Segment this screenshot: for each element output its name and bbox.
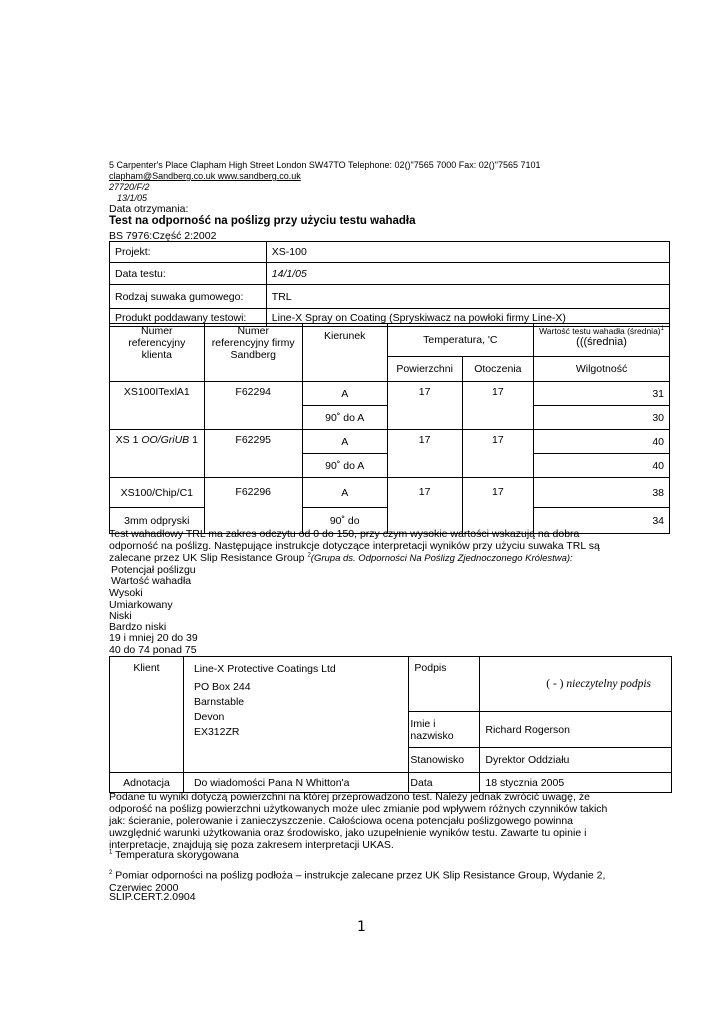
col-pendulum-value-small: Wartość testu wahadła (średnia) [539,326,661,336]
client-ref-suffix: 1 [189,434,198,446]
table-row-client-ref: XS100ITexlA1 [110,382,205,430]
annotation-label: Adnotacja [110,773,184,793]
signature-text: nieczytelny podpis [566,678,651,690]
footnote-1 [109,849,239,861]
table-row-sandberg-ref: F62294 [204,382,302,430]
table-row-client-ref: XS100/Chip/C1 [110,478,205,508]
product-value: Line-X Spray on Coating (Spryskiwacz na powłoki firmy Line-X) [266,309,669,327]
signer-name: Richard Rogerson [480,712,672,748]
date-label: Data [409,773,480,793]
potential-high: Wysoki [109,587,143,599]
col-temperature: Temperatura, 'C [387,324,533,357]
pendulum-value-heading: Wartość wahadła [111,575,192,587]
trl-note-line-2: odporność na poślizg. Następujące instrukcje dotyczące interpretacji wyników przy użyciu suwaka TRL są [109,540,600,552]
trl-note-line-3 [109,552,573,564]
table-row-value: 30 [534,406,670,430]
client-address [183,657,408,773]
client-company: Line-X Protective Coatings Ltd [193,663,336,675]
col-sandberg-ref: Numer referencyjny firmy Sandberg [204,324,302,382]
results-table [109,323,670,534]
product-label: Produkt poddawany testowi: [110,309,267,327]
client-label: Klient [110,657,184,773]
table-row-ambient-temp: 17 [462,382,533,430]
client-ref-italic: OO/GriUB [141,434,190,446]
table-row-surface-temp: 17 [387,382,462,430]
signature-date: 18 stycznia 2005 [480,773,672,793]
disclaimer: Podane tu wyniki dotyczą powierzchni na której przeprowadzono test. Należy jednak zwrócić uwagę, że odporość na poślizg powierzchni użytkowanych może ulec zmianie pod wpływem różnych czynników takich jak: ścieranie, polerowanie i zanieczyszczenie. Całościowa ocena potencjału poślizgowego powinna uwzględnić warunki użytkowania oraz środowisko, jako uzupełnienie wyników testu. Zawarte tu opinie i interpretacje, znajdują się poza zakresem interpretacji UKAS. [109,791,608,851]
client-postcode: EX312ZR [193,726,240,738]
signature [480,657,672,712]
trl-note-line-1: Test wahadłowy TRL ma zakres odczytu od 0 do 150, przy czym wysokie wartości wskazują na dobra [109,528,580,540]
test-date-value: 14/1/05 [266,263,669,285]
footnote-2-mark: 2 [109,870,113,876]
table-row-client-note: 3mm odpryski [110,508,205,534]
table-row-surface-temp: 17 [387,478,462,534]
footnote-2-ref: 2 [307,552,311,559]
col-moisture: Wilgotność [534,357,670,382]
table-row-value: 40 [534,430,670,454]
test-date-label: Data testu: [110,263,267,285]
standard-reference: BS 7976:Część 2:2002 [109,230,217,242]
client-po-box: PO Box 244 [193,681,251,693]
potential-moderate: Umiarkowany [109,599,173,611]
table-row-direction: A [302,430,387,454]
test-info-table [109,241,670,327]
client-county: Devon [193,711,225,723]
slider-label: Rodzaj suwaka gumowego: [110,285,267,309]
table-row-direction: 90˚ do A [302,454,387,478]
col-pendulum-value [534,324,670,357]
signer-position: Dyrektor Oddziału [480,748,672,773]
footnote-2 [109,867,607,894]
table-row-ambient-temp: 17 [462,430,533,478]
signature-prefix: ( - ) [546,678,567,690]
received-date-label: Data otrzymania: [109,203,189,215]
table-row-direction: 90˚ do [302,508,387,534]
company-contact-links[interactable]: clapham@Sandberg.co.uk www.sandberg.co.uk [109,171,301,181]
position-label: Stanowisko [409,748,480,773]
footnote-1-ref: 1 [660,326,664,333]
table-row-value: 34 [534,508,670,534]
table-row-value: 31 [534,382,670,406]
col-surface: Powierzchni [387,357,462,382]
potential-very-low: Bardzo niski [109,621,167,633]
footnote-1-text: Temperatura skorygowana [112,849,239,861]
table-row-client-ref [110,430,205,478]
table-row-direction: 90˚ do A [302,406,387,430]
signature-label: Podpis [409,657,480,712]
potential-low: Niski [109,610,132,622]
annotation-value: Do wiadomości Pana N Whitton'a [183,773,408,793]
report-date: 13/1/05 [117,193,148,203]
trl-note-line-3-italic: (Grupa ds. Odporności Na Poślizg Zjednoczonego Królestwa): [310,553,573,564]
page-number: 1 [357,919,366,935]
project-value: XS-100 [266,242,669,263]
trl-note-line-3-text: zalecane przez UK Slip Resistance Group [109,552,308,564]
project-label: Projekt: [110,242,267,263]
table-row-sandberg-ref: F62296 [204,478,302,534]
value-ranges-1: 19 i mniej 20 do 39 [109,632,198,644]
table-row-value: 38 [534,478,670,508]
certificate-code: SLIP.CERT.2.0904 [109,891,196,903]
company-address: 5 Carpenter's Place Clapham High Street London SW47TO Telephone: 02()"7565 7000 Fax: 02()"7565 7101 [109,160,541,170]
footnote-1-mark: 1 [109,849,113,856]
slider-value: TRL [266,285,669,309]
client-town: Barnstable [193,696,245,708]
reference-number: 27720/F/2 [109,182,150,192]
footnote-2-text: Pomiar odporności na poślizg podłoża – instrukcje zalecane przez UK Slip Resistance Group, Wydanie 2, Czerwiec 2000 [109,869,606,894]
col-client-ref: Numer referencyjny klienta [110,324,205,382]
col-ambient: Otoczenia [462,357,533,382]
page-title: Test na odporność na poślizg przy użyciu testu wahadła [109,215,416,227]
client-signature-table [109,656,672,793]
col-direction: Kierunek [302,324,387,382]
table-row-sandberg-ref: F62295 [204,430,302,478]
value-ranges-2: 40 do 74 ponad 75 [109,644,197,656]
potential-heading: Potencjał poślizgu [111,564,196,576]
table-row-direction: A [302,478,387,508]
table-row-surface-temp: 17 [387,430,462,478]
name-label: Imie i nazwisko [409,712,480,748]
table-row-direction: A [302,382,387,406]
col-pendulum-value-main: (((średnia) [576,336,627,348]
client-ref-prefix: XS 1 [115,434,142,446]
table-row-ambient-temp: 17 [462,478,533,534]
table-row-value: 40 [534,454,670,478]
